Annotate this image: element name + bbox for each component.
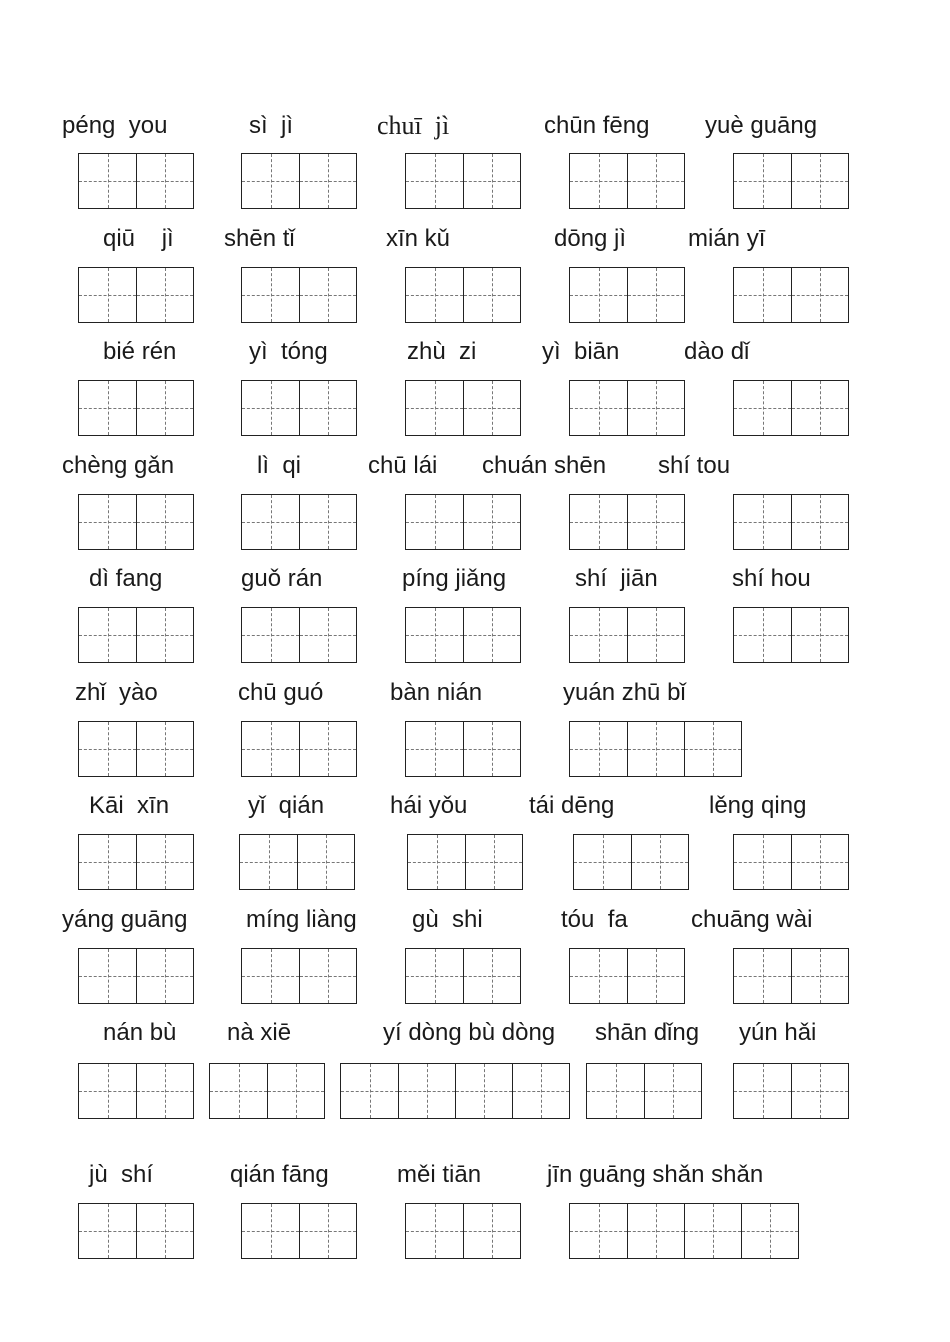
pinyin-label: zhù zi [407,338,477,365]
character-box[interactable] [791,608,848,662]
pinyin-label: yǐ qián [248,792,325,819]
character-box[interactable] [791,154,848,208]
character-box[interactable] [570,608,627,662]
character-writing-grid[interactable] [209,1063,325,1119]
character-box[interactable] [627,381,684,435]
character-box[interactable] [791,268,848,322]
character-box[interactable] [79,154,136,208]
character-writing-grid[interactable] [405,721,521,777]
character-box[interactable] [136,1064,193,1118]
character-box[interactable] [136,722,193,776]
character-box[interactable] [463,949,520,1003]
character-writing-grid[interactable] [241,494,357,550]
character-box[interactable] [734,495,791,549]
character-box[interactable] [574,835,631,889]
character-writing-grid[interactable] [733,1063,849,1119]
character-box[interactable] [299,608,356,662]
pinyin-label: qián fāng [230,1161,329,1188]
pinyin-label: Kāi xīn [89,792,170,819]
pinyin-label: yì tóng [249,338,328,365]
character-box[interactable] [734,608,791,662]
character-writing-grid[interactable] [405,607,521,663]
character-box[interactable] [242,1204,299,1258]
pinyin-label: píng jiǎng [402,565,507,592]
character-box[interactable] [267,1064,324,1118]
character-writing-grid[interactable] [241,607,357,663]
pinyin-label: yuán zhū bǐ [563,679,686,706]
character-writing-grid[interactable] [340,1063,570,1119]
pinyin-label: gù shi [412,906,483,933]
character-box[interactable] [463,268,520,322]
character-writing-grid[interactable] [733,380,849,436]
pinyin-label: jīn guāng shǎn shǎn [547,1161,764,1188]
character-box[interactable] [242,154,299,208]
pinyin-label: měi tiān [397,1161,482,1188]
character-box[interactable] [627,154,684,208]
character-writing-grid[interactable] [78,834,194,890]
character-box[interactable] [791,381,848,435]
pinyin-label: qiū jì [103,225,174,252]
character-writing-grid[interactable] [78,607,194,663]
character-writing-grid[interactable] [405,1203,521,1259]
character-box[interactable] [465,835,522,889]
character-writing-grid[interactable] [241,948,357,1004]
character-writing-grid[interactable] [733,607,849,663]
character-writing-grid[interactable] [733,267,849,323]
character-box[interactable] [463,608,520,662]
character-box[interactable] [406,722,463,776]
character-box[interactable] [570,722,627,776]
pinyin-label: sì jì [249,112,294,139]
pinyin-label: chuī jì [377,111,450,140]
character-box[interactable] [684,722,741,776]
character-writing-grid[interactable] [569,1203,799,1259]
pinyin-label: yí dòng bù dòng [383,1019,556,1046]
pinyin-label: yáng guāng [62,906,188,933]
character-box[interactable] [734,268,791,322]
pinyin-label: shēn tǐ [224,225,295,252]
character-box[interactable] [627,608,684,662]
character-writing-grid[interactable] [569,494,685,550]
character-writing-grid[interactable] [733,948,849,1004]
character-writing-grid[interactable] [569,948,685,1004]
character-box[interactable] [242,495,299,549]
character-box[interactable] [299,1204,356,1258]
character-writing-grid[interactable] [405,948,521,1004]
pinyin-label: shí jiān [575,565,658,592]
character-box[interactable] [734,154,791,208]
character-writing-grid[interactable] [569,721,742,777]
character-box[interactable] [570,381,627,435]
character-writing-grid[interactable] [241,153,357,209]
character-writing-grid[interactable] [405,494,521,550]
character-box[interactable] [791,495,848,549]
character-writing-grid[interactable] [569,153,685,209]
pinyin-label: yuè guāng [705,112,818,139]
pinyin-label: chuāng wài [691,906,813,933]
pinyin-label: dōng jì [554,225,627,252]
pinyin-label: lěng qing [709,792,807,819]
character-writing-grid[interactable] [407,834,523,890]
character-writing-grid[interactable] [733,494,849,550]
pinyin-label: zhǐ yào [75,679,158,706]
pinyin-label: shān dǐng [595,1019,700,1046]
character-box[interactable] [627,1204,684,1258]
character-box[interactable] [406,381,463,435]
character-writing-grid[interactable] [78,721,194,777]
character-box[interactable] [136,608,193,662]
character-box[interactable] [242,722,299,776]
character-box[interactable] [398,1064,455,1118]
character-writing-grid[interactable] [241,267,357,323]
character-box[interactable] [136,495,193,549]
character-box[interactable] [627,268,684,322]
pinyin-label: nà xiē [227,1019,292,1046]
character-box[interactable] [408,835,465,889]
character-box[interactable] [570,495,627,549]
pinyin-label: yì biān [542,338,620,365]
character-box[interactable] [136,154,193,208]
character-box[interactable] [79,1064,136,1118]
pinyin-label: xīn kǔ [386,225,451,252]
character-box[interactable] [136,1204,193,1258]
character-box[interactable] [136,949,193,1003]
character-box[interactable] [79,722,136,776]
pinyin-label: hái yǒu [390,792,468,819]
character-writing-grid[interactable] [241,721,357,777]
character-box[interactable] [741,1204,798,1258]
pinyin-label: míng liàng [246,906,357,933]
pinyin-label: dào dǐ [684,338,750,365]
character-writing-grid[interactable] [405,267,521,323]
character-box[interactable] [136,381,193,435]
pinyin-label: bàn nián [390,679,483,706]
character-box[interactable] [79,949,136,1003]
character-box[interactable] [79,835,136,889]
character-writing-grid[interactable] [733,153,849,209]
character-box[interactable] [463,495,520,549]
pinyin-label: dì fang [89,565,163,592]
pinyin-label: guǒ rán [241,565,323,592]
character-box[interactable] [455,1064,512,1118]
character-writing-grid[interactable] [586,1063,702,1119]
character-box[interactable] [242,268,299,322]
character-box[interactable] [734,835,791,889]
character-box[interactable] [791,835,848,889]
character-box[interactable] [240,835,297,889]
character-box[interactable] [79,381,136,435]
pinyin-label: chū lái [368,452,438,479]
character-writing-grid[interactable] [573,834,689,890]
pinyin-label: chuán shēn [482,452,607,479]
character-writing-grid[interactable] [405,153,521,209]
character-box[interactable] [631,835,688,889]
character-box[interactable] [406,1204,463,1258]
character-writing-grid[interactable] [241,1203,357,1259]
pinyin-label: shí tou [658,452,731,479]
pinyin-label: chèng gǎn [62,452,175,479]
character-box[interactable] [406,608,463,662]
pinyin-label: tái dēng [529,792,615,819]
character-writing-grid[interactable] [78,1203,194,1259]
character-box[interactable] [299,495,356,549]
character-box[interactable] [570,268,627,322]
pinyin-label: tóu fa [561,906,628,933]
character-box[interactable] [684,1204,741,1258]
character-box[interactable] [791,949,848,1003]
pinyin-label: mián yī [688,225,766,252]
character-writing-grid[interactable] [78,380,194,436]
character-box[interactable] [341,1064,398,1118]
character-writing-grid[interactable] [241,380,357,436]
character-box[interactable] [242,949,299,1003]
character-box[interactable] [406,949,463,1003]
character-box[interactable] [627,495,684,549]
character-box[interactable] [299,949,356,1003]
character-box[interactable] [406,154,463,208]
character-writing-grid[interactable] [239,834,355,890]
character-box[interactable] [570,949,627,1003]
pinyin-label: chūn fēng [544,112,650,139]
character-box[interactable] [463,154,520,208]
character-box[interactable] [79,495,136,549]
character-box[interactable] [136,268,193,322]
character-box[interactable] [627,722,684,776]
character-box[interactable] [299,381,356,435]
character-box[interactable] [299,722,356,776]
pinyin-label: chū guó [238,679,324,706]
character-writing-grid[interactable] [569,380,685,436]
character-box[interactable] [242,608,299,662]
character-box[interactable] [210,1064,267,1118]
character-box[interactable] [734,949,791,1003]
character-box[interactable] [297,835,354,889]
pinyin-label: lì qi [257,452,302,479]
character-box[interactable] [463,381,520,435]
character-box[interactable] [406,268,463,322]
character-writing-grid[interactable] [78,1063,194,1119]
pinyin-label: yún hǎi [739,1019,817,1046]
pinyin-label: péng you [62,112,168,139]
character-box[interactable] [299,268,356,322]
character-writing-grid[interactable] [569,607,685,663]
character-box[interactable] [79,1204,136,1258]
character-box[interactable] [627,949,684,1003]
character-writing-grid[interactable] [78,948,194,1004]
character-writing-grid[interactable] [78,153,194,209]
character-writing-grid[interactable] [569,267,685,323]
character-box[interactable] [79,608,136,662]
character-writing-grid[interactable] [733,834,849,890]
character-box[interactable] [734,381,791,435]
character-box[interactable] [242,381,299,435]
character-box[interactable] [406,495,463,549]
character-box[interactable] [299,154,356,208]
character-box[interactable] [734,1064,791,1118]
pinyin-label: nán bù [103,1019,177,1046]
character-writing-grid[interactable] [78,494,194,550]
character-box[interactable] [570,1204,627,1258]
character-box[interactable] [570,154,627,208]
pinyin-label: bié rén [103,338,177,365]
pinyin-label: jù shí [89,1161,154,1188]
character-writing-grid[interactable] [405,380,521,436]
pinyin-label: shí hou [732,565,811,592]
character-box[interactable] [463,1204,520,1258]
character-box[interactable] [512,1064,569,1118]
character-box[interactable] [79,268,136,322]
character-writing-grid[interactable] [78,267,194,323]
character-box[interactable] [136,835,193,889]
character-box[interactable] [587,1064,644,1118]
character-box[interactable] [791,1064,848,1118]
character-box[interactable] [644,1064,701,1118]
character-box[interactable] [463,722,520,776]
